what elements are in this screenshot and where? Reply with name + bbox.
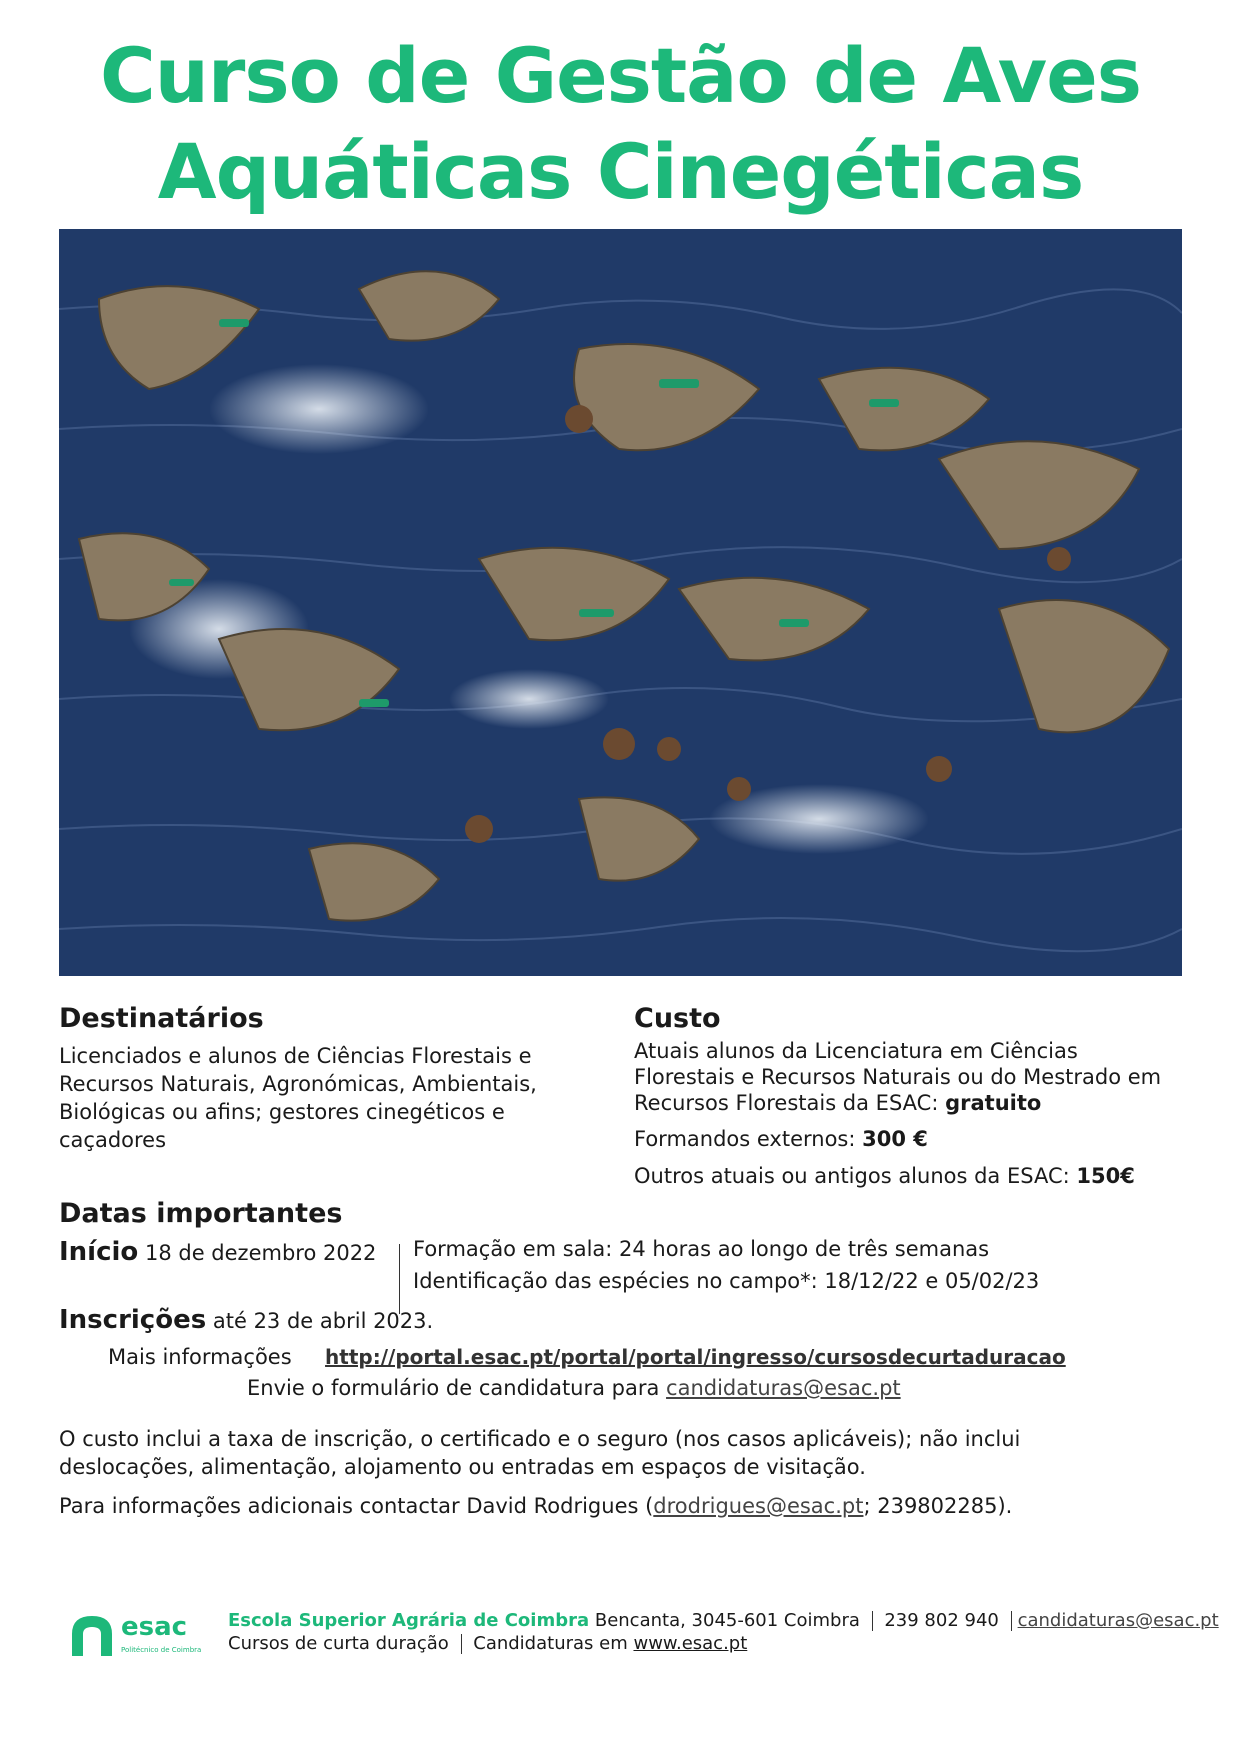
ducks-photo <box>59 229 1182 976</box>
inscricoes-date: até 23 de abril 2023. <box>206 1309 434 1333</box>
custo-externos <box>634 1125 928 1153</box>
title-line-2: Aquáticas Cinegéticas <box>157 127 1084 216</box>
esac-logo <box>70 1612 210 1660</box>
footer-line-1 <box>228 1610 1219 1631</box>
page-title <box>0 28 1241 220</box>
custo-note-line-2: deslocações, alimentação, alojamento ou entradas em espaços de visitação. <box>59 1455 866 1479</box>
custo-gratuito: gratuito <box>945 1091 1042 1115</box>
contact-email-link[interactable]: drodrigues@esac.pt <box>653 1494 864 1518</box>
datas-heading: Datas importantes <box>59 1198 343 1229</box>
footer-separator <box>872 1611 873 1631</box>
custo-line-3 <box>634 1090 1194 1116</box>
footer-address: Bencanta, 3045-601 Coimbra <box>589 1610 866 1631</box>
destinatarios-line-3: Biológicas ou afins; gestores cinegéticos e <box>59 1100 505 1124</box>
custo-outros-text: Outros atuais ou antigos alunos da ESAC: <box>634 1164 1077 1188</box>
footer-website-link[interactable]: www.esac.pt <box>633 1633 748 1654</box>
footer-line-2 <box>228 1633 747 1654</box>
footer-email-link[interactable]: candidaturas@esac.pt <box>1017 1610 1219 1631</box>
inicio-row <box>59 1238 376 1267</box>
inicio-date: 18 de dezembro 2022 <box>138 1241 377 1265</box>
custo-note-line-1: O custo inclui a taxa de inscrição, o certificado e o seguro (nos casos aplicáveis); não inclui <box>59 1427 1021 1451</box>
destinatarios-line-4: caçadores <box>59 1128 167 1152</box>
inscricoes-label: Inscrições <box>59 1305 207 1335</box>
envie-text: Envie o formulário de candidatura para <box>247 1376 667 1400</box>
ducks-illustration <box>59 229 1182 976</box>
destinatarios-line-2: Recursos Naturais, Agronómicas, Ambientais, <box>59 1072 537 1096</box>
destinatarios-line-1: Licenciados e alunos de Ciências Florestais e <box>59 1044 532 1068</box>
footer-school-name: Escola Superior Agrária de Coimbra <box>228 1610 590 1631</box>
custo-line-3-text: Recursos Florestais da ESAC: <box>634 1091 946 1115</box>
custo-externos-text: Formandos externos: <box>634 1127 863 1151</box>
custo-outros <box>634 1162 1135 1190</box>
mais-informacoes-link[interactable]: http://portal.esac.pt/portal/portal/ingresso/cursosdecurtaduracao <box>325 1345 1066 1369</box>
inscricoes-row <box>59 1306 433 1335</box>
title-line-1: Curso de Gestão de Aves <box>100 31 1141 120</box>
destinatarios-text <box>59 1042 579 1154</box>
custo-outros-price: 150€ <box>1076 1164 1135 1188</box>
custo-note <box>59 1425 1020 1481</box>
footer-candidaturas-text: Candidaturas em <box>467 1633 634 1654</box>
custo-heading: Custo <box>634 1003 721 1034</box>
contact-phone: ; 239802285). <box>863 1494 1013 1518</box>
footer-separator <box>1011 1611 1012 1631</box>
custo-line-2: Florestais e Recursos Naturais ou do Mestrado em <box>634 1065 1162 1089</box>
mais-informacoes-label: Mais informações <box>108 1345 292 1369</box>
inicio-label: Início <box>59 1237 139 1267</box>
footer-phone: 239 802 940 <box>878 1610 1005 1631</box>
envie-row <box>247 1374 901 1402</box>
candidaturas-email-link[interactable]: candidaturas@esac.pt <box>666 1376 901 1400</box>
formacao-text: Formação em sala: 24 horas ao longo de três semanas <box>413 1237 990 1261</box>
mais-informacoes-row <box>108 1343 1066 1371</box>
esac-logo-subtitle: Politécnico de Coimbra <box>121 1646 202 1654</box>
custo-externos-price: 300 € <box>862 1127 928 1151</box>
contact-text: Para informações adicionais contactar David Rodrigues ( <box>59 1494 654 1518</box>
destinatarios-heading: Destinatários <box>59 1003 264 1034</box>
custo-line-1: Atuais alunos da Licenciatura em Ciências <box>634 1039 1078 1063</box>
esac-logo-text: esac <box>121 1612 188 1642</box>
identificacao-text: Identificação das espécies no campo*: 18/12/22 e 05/02/23 <box>413 1269 1040 1293</box>
custo-text <box>634 1038 1194 1116</box>
footer-courses-text: Cursos de curta duração <box>228 1633 455 1654</box>
footer-separator <box>461 1634 462 1654</box>
contact-row <box>59 1492 1012 1520</box>
esac-logo-mark <box>70 1614 114 1656</box>
datas-divider <box>399 1244 400 1314</box>
